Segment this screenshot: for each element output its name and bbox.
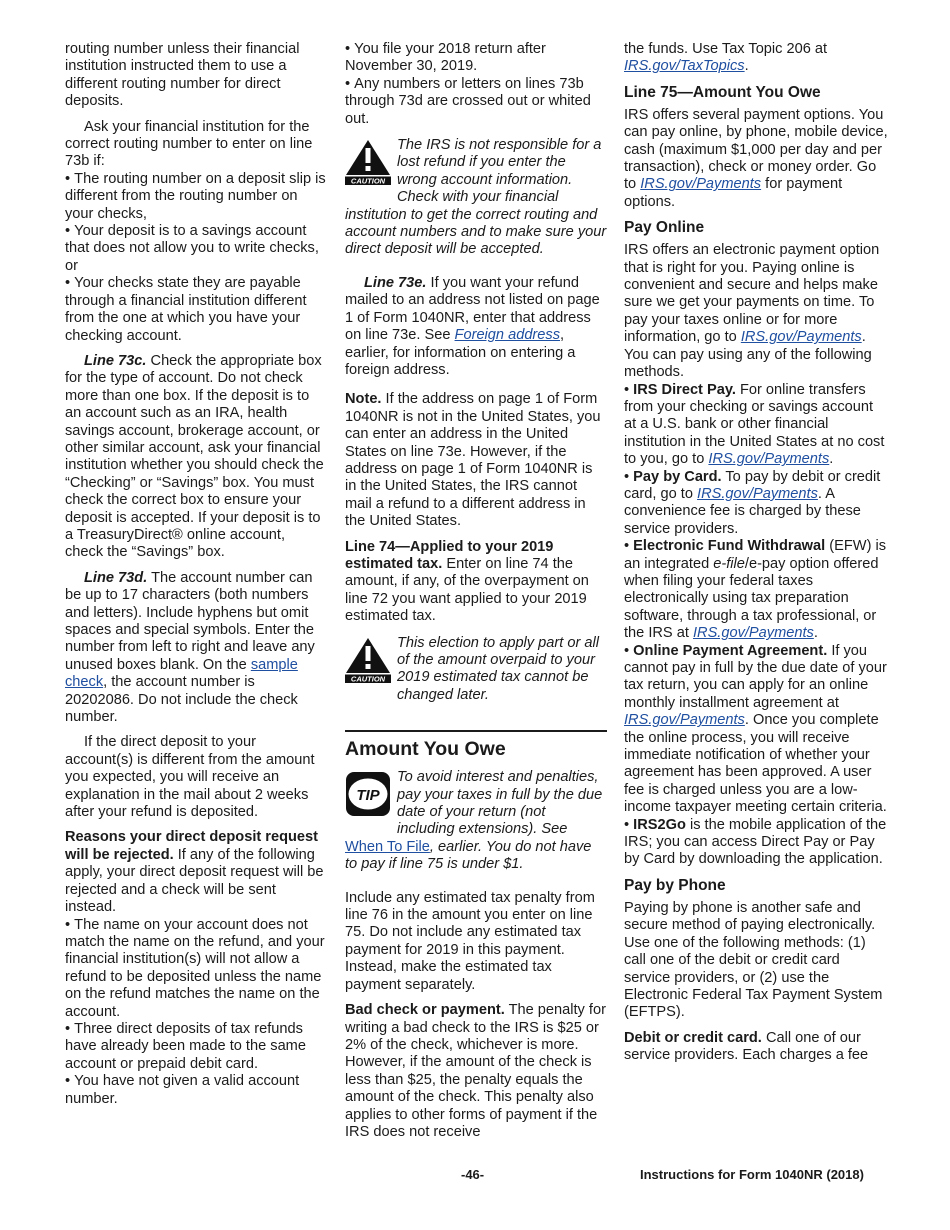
text: To pay by debit or credit card, go to bbox=[624, 468, 881, 502]
reasons-title: Reasons your direct deposit request will be rejected. bbox=[65, 829, 319, 863]
foreign-address-link[interactable]: Foreign address bbox=[454, 327, 561, 344]
tip-text-end: , earlier. You do not have to pay if line 75 is under $1. bbox=[345, 838, 592, 873]
text: Call one of our service providers. Each charges a fee bbox=[624, 1029, 869, 1064]
text: If you cannot pay in full by the due date of your tax return, you can apply for an online monthly installment agreement at bbox=[624, 642, 887, 711]
paragraph bbox=[624, 242, 888, 381]
caution-icon bbox=[345, 637, 391, 688]
paragraph: Include any estimated tax penalty from line 76 in the amount you enter on line 75. Do not include any estimated tax payment for 2019 in this payment. Instead, make the estimated tax payment separately. bbox=[345, 889, 595, 993]
line-73d-text-end: , the account number is 20202086. Do not include the check number. bbox=[65, 674, 298, 726]
list-item: • Three direct deposits of tax refunds have already been made to the same account or prepaid debit card. bbox=[65, 1021, 327, 1073]
pay-by-phone-heading: Pay by Phone bbox=[624, 876, 726, 894]
line-73d-text: The account number can be up to 17 characters (both numbers and letters). Include hyphens but omit spaces and special symbols. Enter the number from left to right and leave any unused boxes blank. On the bbox=[65, 569, 315, 673]
text: (EFW) is an integrated bbox=[624, 538, 887, 572]
line-73c-title: Line 73c. bbox=[84, 352, 147, 369]
line-73e-text: If you want your refund mailed to an address not listed on page 1 of Form 1040NR, enter that address on line 73e. See bbox=[345, 274, 600, 344]
text: /e-pay option offered when filing your federal taxes electronically using tax preparation software, through a tax professional, or the IRS at bbox=[624, 555, 879, 642]
caution-text: The IRS is not responsible for a lost refund if you enter the wrong account information. Check with your financial institution to get the correct routing and account numbers and to make sure your direct deposit will be accepted. bbox=[345, 137, 607, 258]
paragraph bbox=[624, 107, 888, 211]
column-1 bbox=[65, 41, 327, 1108]
text: IRS offers an electronic payment option that is right for you. Paying online is convenient and secure and helps make sure we get your payments on time. To pay your taxes online or for more information, go to bbox=[624, 242, 880, 346]
caution-icon bbox=[345, 139, 391, 190]
paragraph: routing number unless their financial institution instructed them to use a different routing number for direct deposits. bbox=[65, 41, 300, 110]
list-item: • Any numbers or letters on lines 73b through 73d are crossed out or whited out. bbox=[345, 76, 607, 128]
line-73c-paragraph bbox=[65, 353, 327, 562]
paragraph bbox=[624, 41, 888, 76]
text: For online transfers from your checking or savings account at a U.S. bank or other financial institution in the United States at no cost to you, go to bbox=[624, 381, 885, 468]
text: is the mobile application of the IRS; you can access Direct Pay or Pay by Card by downloading the application. bbox=[624, 816, 887, 868]
paragraph: If the direct deposit to your account(s) is different from the amount you expected, you will receive an explanation in the mail about 2 weeks after your refund is deposited. bbox=[65, 734, 315, 821]
payments-link[interactable]: IRS.gov/Payments bbox=[624, 712, 745, 729]
payments-link[interactable]: IRS.gov/Payments bbox=[708, 451, 830, 468]
when-to-file-link[interactable]: When To File bbox=[345, 838, 430, 855]
note-paragraph bbox=[345, 391, 607, 530]
text-end: . A convenience fee is charged by these service providers. bbox=[624, 485, 861, 537]
debit-credit-title: Debit or credit card. bbox=[624, 1029, 762, 1046]
line-73e-title: Line 73e. bbox=[364, 274, 427, 291]
text: IRS offers several payment options. You can pay online, by phone, mobile device, cash (maximum $1,000 per day and per transaction), check or money order. Go to bbox=[624, 106, 888, 193]
sample-check-link[interactable]: sample check bbox=[65, 656, 298, 691]
tip-icon bbox=[345, 771, 391, 822]
paragraph: Ask your financial institution for the correct routing number to enter on line 73b if: bbox=[65, 118, 313, 170]
text-end: . Once you complete the online process, you will receive immediate notification of whether your agreement has been approved. A user fee is charged unless you are a low-income taxpayer meeting certain criteria. bbox=[624, 712, 887, 816]
tip-note bbox=[345, 769, 607, 873]
bad-check-text: The penalty for writing a bad check to the IRS is $25 or 2% of the check, whichever is more. However, if the amount of the check is less than $25, the penalty equals the amount of the check. This penalty also applies to other forms of payment if the IRS does not receive bbox=[345, 1002, 606, 1140]
pay-by-card-title: Pay by Card. bbox=[633, 468, 722, 485]
direct-pay-title: IRS Direct Pay. bbox=[633, 381, 736, 398]
reasons-text: If any of the following apply, your direct deposit request will be rejected and a check will be sent instead. bbox=[65, 846, 324, 916]
line-74-paragraph bbox=[345, 539, 607, 626]
pay-online-heading: Pay Online bbox=[624, 219, 705, 237]
page-number: -46- bbox=[461, 1167, 485, 1182]
line-73d-paragraph bbox=[65, 570, 327, 727]
list-item: • The routing number on a deposit slip is different from the routing number on your checks, bbox=[65, 171, 327, 223]
column-2 bbox=[345, 41, 607, 1149]
payments-link[interactable]: IRS.gov/Payments bbox=[692, 625, 814, 642]
list-item bbox=[624, 469, 888, 539]
payments-link[interactable]: IRS.gov/Payments bbox=[697, 485, 818, 502]
caution-note bbox=[345, 137, 607, 259]
caution-label: CAUTION bbox=[350, 176, 386, 186]
form-title-footer: Instructions for Form 1040NR (2018) bbox=[640, 1167, 864, 1182]
tip-label: TIP bbox=[356, 787, 380, 805]
debit-credit-paragraph bbox=[624, 1030, 888, 1065]
line-74-text: Enter on line 74 the amount, if any, of the overpayment on line 72 you want applied to your 2019 estimated tax. bbox=[345, 555, 589, 625]
list-item: • The name on your account does not match the name on the refund, and your financial institution(s) will not allow a refund to be deposited unless the name on the refund matches the name on the account. bbox=[65, 917, 327, 1021]
bad-check-paragraph bbox=[345, 1002, 607, 1141]
text-end: . You can pay using any of the following methods. bbox=[624, 329, 872, 381]
tip-text: To avoid interest and penalties, pay your taxes in full by the due date of your return (not including extensions). See bbox=[397, 769, 603, 838]
line-73c-text: Check the appropriate box for the type of account. Do not check more than one box. If the deposit is to an account such as an IRA, health savings account, brokerage account, or other similar account, ask your financial institution whether you should check the “Checking” or “Savings” box. You must check the correct box to ensure your deposit is accepted. If your deposit is to a TreasuryDirect® online account, check the “Savings” box. bbox=[65, 352, 324, 561]
efile-text: e-file bbox=[713, 555, 745, 572]
amount-you-owe-heading: Amount You Owe bbox=[345, 730, 607, 760]
tax-topics-link[interactable]: IRS.gov/TaxTopics bbox=[624, 58, 745, 75]
text-end: for payment options. bbox=[624, 176, 843, 210]
list-item: • Your checks state they are payable through a financial institution different from the one at which you have your checking account. bbox=[65, 275, 327, 345]
note-text: If the address on page 1 of Form 1040NR is not in the United States, you can enter an address in the United States on line 73e. However, if the address on page 1 of Form 1040NR is in the United States, the IRS cannot mail a refund to a different address in the United States. bbox=[345, 391, 601, 530]
caution-label: CAUTION bbox=[350, 674, 386, 683]
list-item bbox=[624, 817, 888, 869]
list-item: • You file your 2018 return after November 30, 2019. bbox=[345, 41, 607, 76]
caution-text: This election to apply part or all of the amount overpaid to your 2019 estimated tax cannot be changed later. bbox=[397, 634, 599, 703]
bad-check-title: Bad check or payment. bbox=[345, 1002, 505, 1019]
column-3 bbox=[624, 41, 888, 1073]
caution-note bbox=[345, 635, 607, 705]
list-item: • Your deposit is to a savings account that does not allow you to write checks, or bbox=[65, 223, 327, 275]
payments-link[interactable]: IRS.gov/Payments bbox=[640, 176, 762, 193]
list-item: • Electronic Fund Withdrawal (EFW) is an integrated e-file/e-pay option offered when filing your federal taxes electronically using tax preparation software, through a tax professional, or the IRS at IRS.gov/Payments. bbox=[624, 538, 888, 642]
list-item bbox=[624, 643, 888, 817]
list-item: • You have not given a valid account number. bbox=[65, 1073, 327, 1108]
line-75-heading: Line 75—Amount You Owe bbox=[624, 83, 821, 101]
text-end: . bbox=[744, 58, 749, 75]
text: the funds. Use Tax Topic 206 at bbox=[624, 41, 828, 57]
irs2go-title: IRS2Go bbox=[633, 816, 686, 833]
note-title: Note. bbox=[345, 391, 382, 408]
payments-link[interactable]: IRS.gov/Payments bbox=[740, 329, 862, 346]
line-74-title: Line 74—Applied to your 2019 estimated tax. bbox=[345, 538, 554, 572]
paragraph: Paying by phone is another safe and secure method of paying electronically. Use one of the following methods: (1) call one of the debit or credit card service providers, or (2) use the Electronic Federal Tax Payment System (EFTPS). bbox=[624, 899, 883, 1021]
list-item: • IRS Direct Pay. For online transfers from your checking or savings account at a U.S. bank or other financial institution in the United States at no cost to you, go to IRS.gov/Payments. bbox=[624, 382, 888, 469]
payment-agreement-title: Online Payment Agreement. bbox=[633, 642, 828, 659]
reasons-paragraph bbox=[65, 829, 327, 916]
efw-title: Electronic Fund Withdrawal bbox=[633, 538, 826, 555]
line-73e-paragraph bbox=[345, 275, 607, 379]
line-73d-title: Line 73d. bbox=[84, 569, 148, 586]
line-73e-text-end: , earlier, for information on entering a foreign address. bbox=[345, 327, 576, 378]
